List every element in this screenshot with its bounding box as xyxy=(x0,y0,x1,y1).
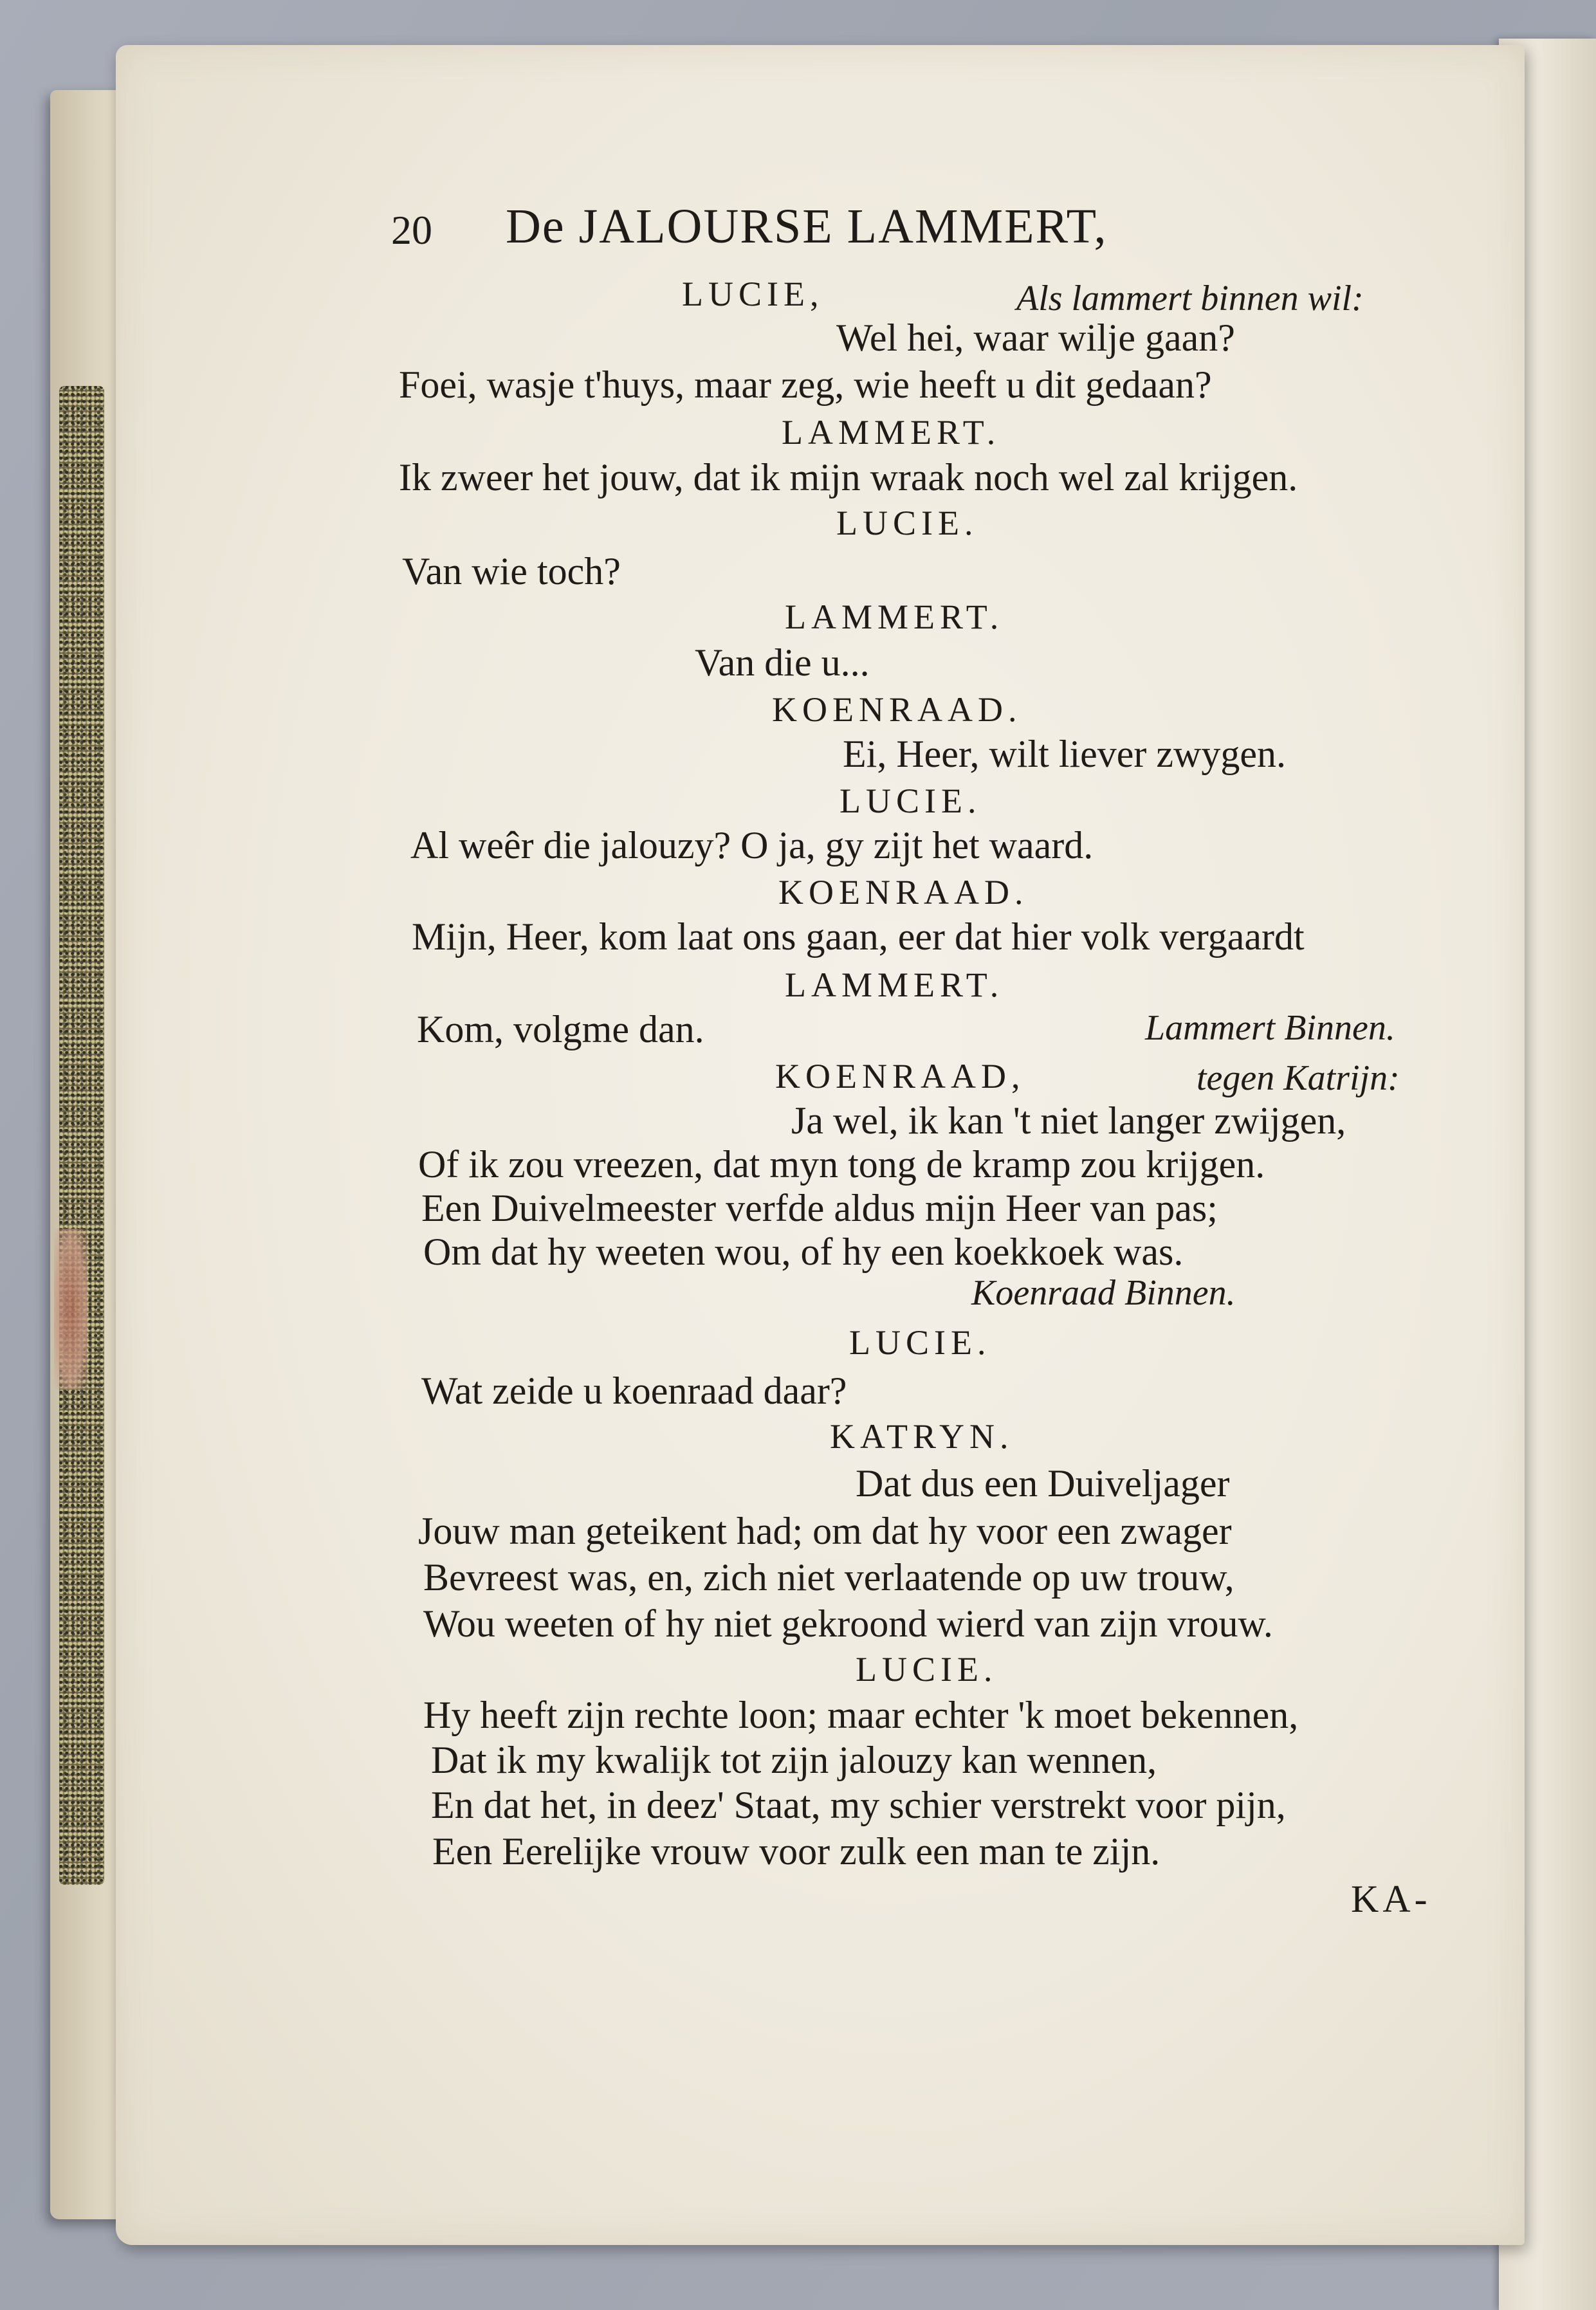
speaker-name: LUCIE. xyxy=(836,504,978,542)
book-page xyxy=(116,45,1525,2245)
verse-line: Wel hei, waar wilje gaan? xyxy=(836,316,1235,359)
verse-line: Van die u... xyxy=(695,641,870,684)
verse-line: Foei, wasje t'huys, maar zeg, wie heeft u dit gedaan? xyxy=(399,363,1212,406)
running-title: De JALOURSE LAMMERT, xyxy=(506,199,1108,253)
speaker-name: KATRYN. xyxy=(830,1417,1014,1456)
speaker-name: LAMMERT. xyxy=(785,966,1004,1004)
speaker-name: LUCIE, xyxy=(682,275,824,313)
verse-line: Al weêr die jalouzy? O ja, gy zijt het waard. xyxy=(410,824,1094,866)
verse-line: Jouw man geteikent had; om dat hy voor een zwager xyxy=(418,1510,1232,1552)
stage-direction: Als lammert binnen wil: xyxy=(1016,279,1364,318)
verse-line: Wou weeten of hy niet gekroond wierd van zijn vrouw. xyxy=(423,1602,1273,1645)
verse-line: Een Duivelmeester verfde aldus mijn Heer van pas; xyxy=(421,1187,1218,1229)
verse-line: Dat dus een Duiveljager xyxy=(856,1462,1230,1505)
speaker-name: LUCIE. xyxy=(856,1650,998,1689)
speaker-name: KOENRAAD. xyxy=(772,690,1022,729)
speaker-name: LUCIE. xyxy=(849,1323,991,1362)
cover-stain xyxy=(54,1229,87,1389)
verse-line: Om dat hy weeten wou, of hy een koekkoek was. xyxy=(423,1231,1184,1273)
stage-direction: Lammert Binnen. xyxy=(1145,1008,1395,1048)
stage-direction: tegen Katrijn: xyxy=(1197,1058,1400,1098)
verse-line: Ei, Heer, wilt liever zwygen. xyxy=(843,733,1287,775)
verse-line: Ja wel, ik kan 't niet langer zwijgen, xyxy=(791,1099,1346,1142)
verse-line: Van wie toch? xyxy=(402,550,621,592)
marbled-spine xyxy=(59,386,104,1885)
verse-line: En dat het, in deez' Staat, my schier verstrekt voor pijn, xyxy=(431,1784,1286,1826)
verse-line: Dat ik my kwalijk tot zijn jalouzy kan wennen, xyxy=(431,1739,1157,1781)
verse-line: Wat zeide u koenraad daar? xyxy=(421,1370,847,1412)
speaker-name: LAMMERT. xyxy=(785,598,1004,636)
verse-line: Mijn, Heer, kom laat ons gaan, eer dat hier volk vergaardt xyxy=(412,915,1305,958)
speaker-name: KOENRAAD, xyxy=(775,1057,1025,1095)
speaker-name: LAMMERT. xyxy=(782,413,1001,452)
verse-line: Hy heeft zijn rechte loon; maar echter 'k moet bekennen, xyxy=(423,1694,1299,1736)
speaker-name: KOENRAAD. xyxy=(778,873,1029,912)
verse-line: Bevreest was, en, zich niet verlaatende op uw trouw, xyxy=(423,1556,1234,1599)
stage-direction: Koenraad Binnen. xyxy=(971,1273,1236,1313)
page-number: 20 xyxy=(391,207,432,253)
speaker-name: LUCIE. xyxy=(839,782,982,820)
verse-line: Een Eerelijke vrouw voor zulk een man te zijn. xyxy=(432,1830,1160,1873)
verse-line: Kom, volgme dan. xyxy=(417,1008,704,1050)
verse-line: Of ik zou vreezen, dat myn tong de kramp zou krijgen. xyxy=(418,1143,1265,1186)
verse-line: Ik zweer het jouw, dat ik mijn wraak noch wel zal krijgen. xyxy=(399,456,1298,499)
catchword: KA- xyxy=(1351,1878,1431,1920)
